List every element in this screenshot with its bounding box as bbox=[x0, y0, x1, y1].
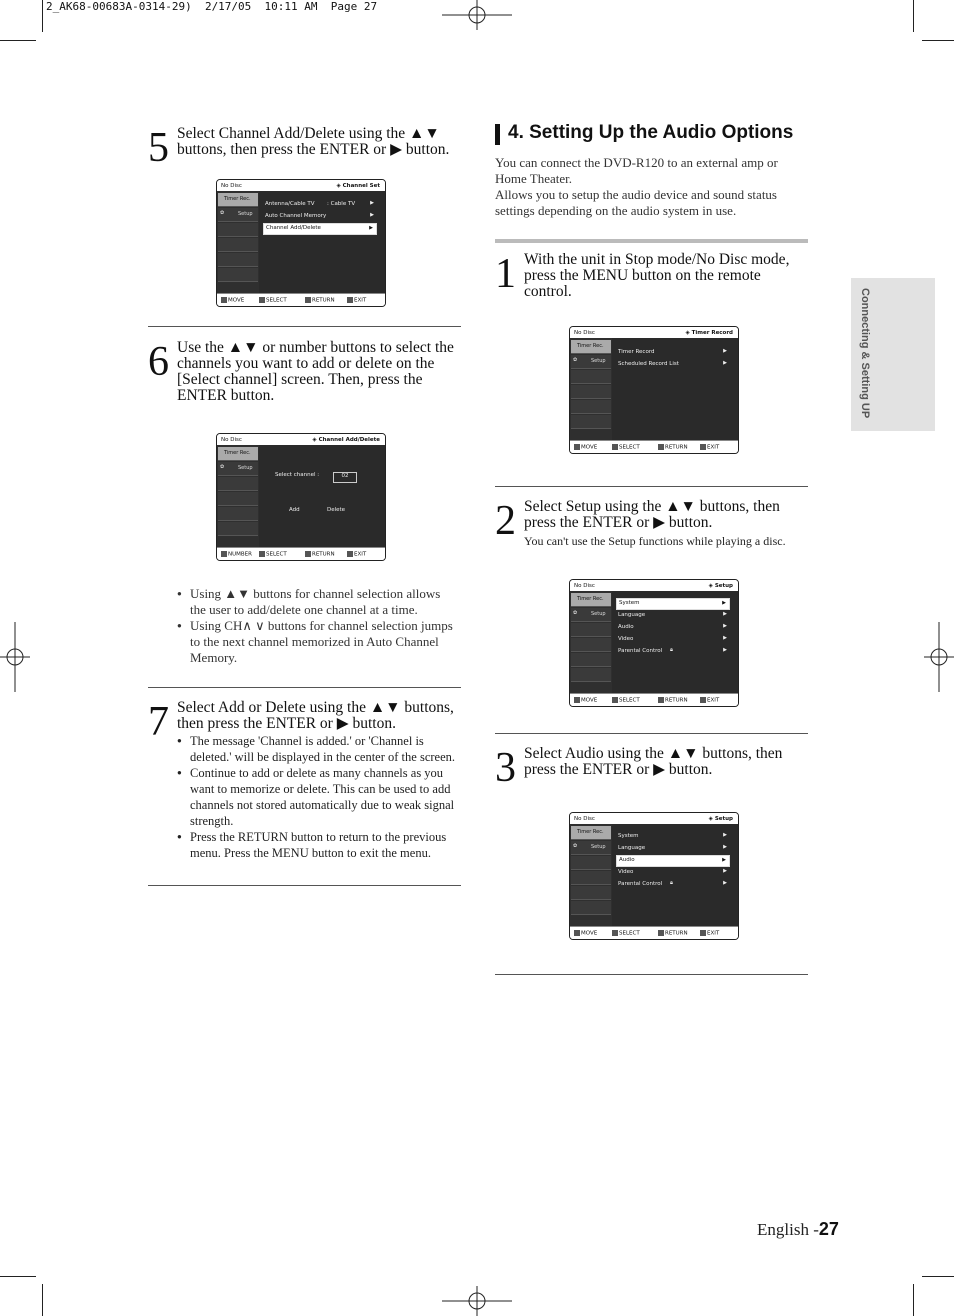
intro-paragraph: Allows you to setup the audio device and sound status settings depending on the audio system in use. bbox=[495, 187, 777, 218]
osd-screen-timer-record bbox=[569, 326, 739, 454]
move-icon bbox=[574, 930, 580, 936]
step-number: 2 bbox=[495, 498, 516, 544]
step-text: With the unit in Stop mode/No Disc mode, press the MENU button on the remote control. bbox=[524, 251, 790, 300]
osd-footer: MOVE SELECT RETURN EXIT bbox=[570, 926, 738, 939]
sidebar-item-setup: ✿ Setup bbox=[571, 841, 611, 855]
move-icon bbox=[574, 444, 580, 450]
list-item: ● Using CH∧ ∨ buttons for channel selection jumps to the next channel memorized in Auto Channel Memory. bbox=[177, 618, 457, 666]
osd-title: ◈ Setup bbox=[708, 816, 733, 822]
exit-icon bbox=[700, 444, 706, 450]
select-icon bbox=[612, 930, 618, 936]
osd-main bbox=[612, 338, 738, 441]
exit-icon bbox=[347, 551, 353, 557]
move-icon bbox=[574, 697, 580, 703]
sidebar-item-timer: Timer Rec. bbox=[218, 193, 258, 207]
lock-icon: 🔒︎ bbox=[670, 647, 673, 653]
menu-item: Video ▶ bbox=[618, 868, 727, 875]
osd-sidebar bbox=[217, 191, 259, 294]
step-number: 7 bbox=[148, 699, 169, 745]
step-number: 5 bbox=[148, 125, 169, 171]
osd-sidebar bbox=[570, 824, 612, 927]
page-number bbox=[757, 1219, 839, 1240]
osd-sidebar bbox=[570, 338, 612, 441]
no-disc-label: No Disc bbox=[574, 330, 595, 336]
page-label: English - bbox=[757, 1220, 819, 1239]
print-header: 2_AK68-00683A-0314-29) 2/17/05 10:11 AM Page 27 bbox=[46, 0, 378, 13]
osd-title: ◈ Channel Add/Delete bbox=[312, 437, 380, 443]
step-note: You can't use the Setup functions while playing a disc. bbox=[524, 534, 786, 548]
crop-mark bbox=[913, 0, 914, 32]
step-text: Select Channel Add/Delete using the ▲▼ buttons, then press the ENTER or ▶ button. bbox=[177, 125, 450, 158]
step-text: Select Add or Delete using the ▲▼ buttons, then press the ENTER or ▶ button. bbox=[177, 699, 454, 732]
sidebar-item-timer: Timer Rec. bbox=[571, 593, 611, 607]
no-disc-label: No Disc bbox=[574, 816, 595, 822]
lock-icon: 🔒︎ bbox=[670, 880, 673, 886]
sidebar-item-timer: Timer Rec. bbox=[571, 826, 611, 840]
select-icon bbox=[259, 551, 265, 557]
osd-main bbox=[259, 445, 385, 548]
osd-footer: MOVE SELECT RETURN EXIT bbox=[570, 440, 738, 453]
divider bbox=[148, 687, 461, 688]
select-icon bbox=[259, 297, 265, 303]
osd-title: ◈ Timer Record bbox=[685, 330, 733, 336]
delete-option: Delete bbox=[327, 507, 346, 513]
return-icon bbox=[305, 297, 311, 303]
bullet-list bbox=[177, 733, 457, 861]
intro-paragraph: You can connect the DVD-R120 to an external amp or Home Theater. bbox=[495, 155, 778, 186]
return-icon bbox=[658, 930, 664, 936]
exit-icon bbox=[700, 697, 706, 703]
channel-number-field: 02 bbox=[333, 472, 357, 483]
osd-main bbox=[259, 191, 385, 294]
list-item: ● Using ▲▼ buttons for channel selection allows the user to add/delete one channel at a time. bbox=[177, 586, 457, 618]
menu-item: Antenna/Cable TV : Cable TV ▶ bbox=[265, 200, 374, 207]
divider bbox=[495, 974, 808, 975]
divider bbox=[148, 326, 461, 327]
select-channel-label: Select channel : bbox=[275, 472, 320, 478]
no-disc-label: No Disc bbox=[221, 183, 242, 189]
exit-icon bbox=[700, 930, 706, 936]
osd-screen-setup-system bbox=[569, 579, 739, 707]
chapter-tab-label: Connecting & Setting UP bbox=[859, 288, 871, 419]
osd-main bbox=[612, 591, 738, 694]
list-item: ● Press the RETURN button to return to the previous menu. Press the MENU button to exit the menu. bbox=[177, 829, 457, 861]
exit-icon bbox=[347, 297, 353, 303]
osd-sidebar bbox=[570, 591, 612, 694]
osd-title: ◈ Setup bbox=[708, 583, 733, 589]
osd-screen-channel-set bbox=[216, 179, 386, 307]
step-number: 6 bbox=[148, 339, 169, 385]
gear-icon: ✿ bbox=[573, 843, 578, 849]
add-option: Add bbox=[289, 507, 300, 513]
gear-icon: ✿ bbox=[220, 464, 225, 470]
menu-item: Parental Control 🔒︎ ▶ bbox=[618, 647, 727, 654]
osd-screen-channel-add-delete bbox=[216, 433, 386, 561]
crop-mark bbox=[922, 40, 954, 41]
section-title: 4. Setting Up the Audio Options bbox=[508, 122, 794, 143]
sidebar-item-setup: ✿ Setup bbox=[218, 462, 258, 476]
menu-item: Scheduled Record List ▶ bbox=[618, 360, 727, 367]
gear-icon: ✿ bbox=[573, 357, 578, 363]
sidebar-item-setup: ✿ Setup bbox=[571, 608, 611, 622]
bullet-list bbox=[177, 586, 457, 666]
menu-item: Language ▶ bbox=[618, 611, 727, 618]
return-icon bbox=[658, 697, 664, 703]
registration-mark bbox=[0, 622, 30, 692]
divider-thick bbox=[495, 239, 808, 243]
list-item: ● Continue to add or delete as many channels as you want to memorize or delete. This can be used to add channels not stored automatically due to weak signal strength. bbox=[177, 765, 457, 829]
divider bbox=[495, 486, 808, 487]
osd-footer: MOVE SELECT RETURN EXIT bbox=[570, 693, 738, 706]
menu-item-selected: Audio ▶ bbox=[616, 855, 730, 867]
no-disc-label: No Disc bbox=[221, 437, 242, 443]
divider bbox=[495, 733, 808, 734]
menu-item-selected: Channel Add/Delete ▶ bbox=[263, 223, 377, 235]
osd-main bbox=[612, 824, 738, 927]
crop-mark bbox=[0, 1276, 36, 1277]
step-text: Select Audio using the ▲▼ buttons, then press the ENTER or ▶ button. bbox=[524, 745, 783, 778]
menu-item: Auto Channel Memory ▶ bbox=[265, 212, 374, 219]
registration-mark bbox=[442, 1286, 512, 1316]
menu-item: Video ▶ bbox=[618, 635, 727, 642]
osd-footer: MOVE SELECT RETURN EXIT bbox=[217, 293, 385, 306]
divider bbox=[148, 885, 461, 886]
crop-mark bbox=[913, 1284, 914, 1316]
osd-footer: NUMBER SELECT RETURN EXIT bbox=[217, 547, 385, 560]
return-icon bbox=[305, 551, 311, 557]
list-item: ● The message 'Channel is added.' or 'Channel is deleted.' will be displayed in the center of the screen. bbox=[177, 733, 457, 765]
select-icon bbox=[612, 697, 618, 703]
osd-title: ◈ Channel Set bbox=[336, 183, 380, 189]
page-number-value: 27 bbox=[818, 1219, 839, 1239]
number-icon bbox=[221, 551, 227, 557]
section-marker bbox=[495, 124, 500, 145]
gear-icon: ✿ bbox=[573, 610, 578, 616]
select-icon bbox=[612, 444, 618, 450]
chapter-tab bbox=[851, 278, 935, 431]
crop-mark bbox=[922, 1276, 954, 1277]
step-text: Select Setup using the ▲▼ buttons, then press the ENTER or ▶ button. bbox=[524, 498, 780, 531]
registration-mark bbox=[924, 622, 954, 692]
sidebar-item-timer: Timer Rec. bbox=[218, 447, 258, 461]
step-number: 3 bbox=[495, 745, 516, 791]
menu-item-selected: System ▶ bbox=[616, 598, 730, 610]
menu-item: Timer Record ▶ bbox=[618, 348, 727, 355]
no-disc-label: No Disc bbox=[574, 583, 595, 589]
move-icon bbox=[221, 297, 227, 303]
crop-mark bbox=[42, 0, 43, 32]
menu-item: System ▶ bbox=[618, 832, 727, 839]
gear-icon: ✿ bbox=[220, 210, 225, 216]
return-icon bbox=[658, 444, 664, 450]
menu-item: Parental Control 🔒︎ ▶ bbox=[618, 880, 727, 887]
crop-mark bbox=[42, 1284, 43, 1316]
step-number: 1 bbox=[495, 251, 516, 297]
registration-mark bbox=[442, 0, 512, 30]
menu-item: Language ▶ bbox=[618, 844, 727, 851]
osd-sidebar bbox=[217, 445, 259, 548]
step-text: Use the ▲▼ or number buttons to select the channels you want to add or delete on the [Select channel] screen. Then, press the ENTER button. bbox=[177, 339, 454, 404]
sidebar-item-setup: ✿ Setup bbox=[571, 355, 611, 369]
osd-screen-setup-audio bbox=[569, 812, 739, 940]
sidebar-item-timer: Timer Rec. bbox=[571, 340, 611, 354]
menu-item: Audio ▶ bbox=[618, 623, 727, 630]
sidebar-item-setup: ✿ Setup bbox=[218, 208, 258, 222]
crop-mark bbox=[0, 40, 36, 41]
